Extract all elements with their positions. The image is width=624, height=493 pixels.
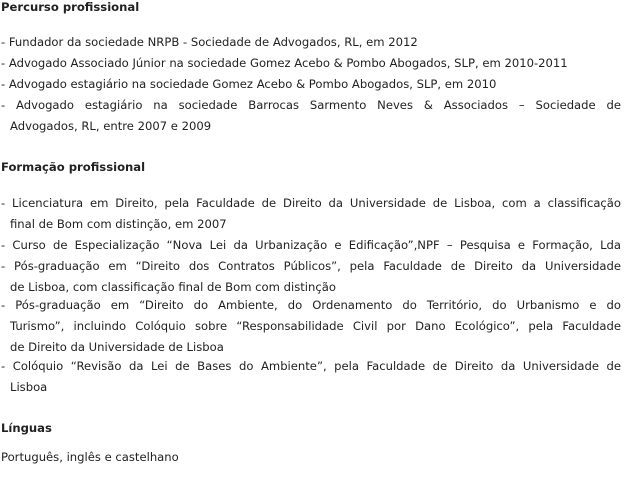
education-item-line: - Pós-graduação em “Direito do Ambiente, do Ordenamento do Território, do Urbanismo e do xyxy=(1,298,621,312)
education-item-specialization xyxy=(1,235,621,256)
career-item-line: - Advogado Associado Júnior na sociedade Gomez Acebo & Pombo Abogados, SLP, em 2010-2011 xyxy=(1,56,568,70)
education-item-line: Lisboa xyxy=(10,380,48,394)
career-item-line: - Advogado estagiário na sociedade Gomez Acebo & Pombo Abogados, SLP, em 2010 xyxy=(1,77,497,91)
career-heading: Percurso profissional xyxy=(1,0,140,14)
education-item-line: de Direito da Universidade de Lisboa xyxy=(10,340,224,354)
education-item-line: Turismo”, incluindo Colóquio sobre “Responsabilidade Civil por Dano Ecológico”, pela Faculdade xyxy=(10,319,621,333)
education-item-line: de Lisboa, com classificação final de Bom com distinção xyxy=(10,280,336,294)
career-item-associate xyxy=(1,53,621,74)
career-item-line: Advogados, RL, entre 2007 e 2009 xyxy=(10,119,212,133)
languages-text: Português, inglês e castelhano xyxy=(1,450,179,464)
languages-heading: Línguas xyxy=(1,421,52,435)
education-item-line: - Pós-graduação em “Direito dos Contratos Públicos”, pela Faculdade de Direito da Universidade xyxy=(1,259,621,273)
career-item-trainee-gomez xyxy=(1,74,621,95)
education-item-degree xyxy=(1,193,621,235)
career-item-trainee-barrocas xyxy=(1,95,621,137)
education-item-line: final de Bom com distinção, em 2007 xyxy=(10,217,227,231)
career-item-founder xyxy=(1,32,621,53)
education-item-postgrad-contracts xyxy=(1,256,621,298)
education-item-line: - Licenciatura em Direito, pela Faculdade de Direito da Universidade de Lisboa, com a classificação xyxy=(1,196,621,210)
education-item-line: - Curso de Especialização “Nova Lei da Urbanização e Edificação”,NPF – Pesquisa e Formação, Lda xyxy=(1,238,621,252)
education-item-line: - Colóquio “Revisão da Lei de Bases do Ambiente”, pela Faculdade de Direito da Universidade de xyxy=(1,359,621,373)
education-item-postgrad-environment xyxy=(1,295,621,358)
education-item-colloquium xyxy=(1,356,621,398)
career-item-line: - Advogado estagiário na sociedade Barrocas Sarmento Neves & Associados – Sociedade de xyxy=(1,98,621,112)
education-heading: Formação profissional xyxy=(1,160,146,174)
career-item-line: - Fundador da sociedade NRPB - Sociedade de Advogados, RL, em 2012 xyxy=(1,35,418,49)
